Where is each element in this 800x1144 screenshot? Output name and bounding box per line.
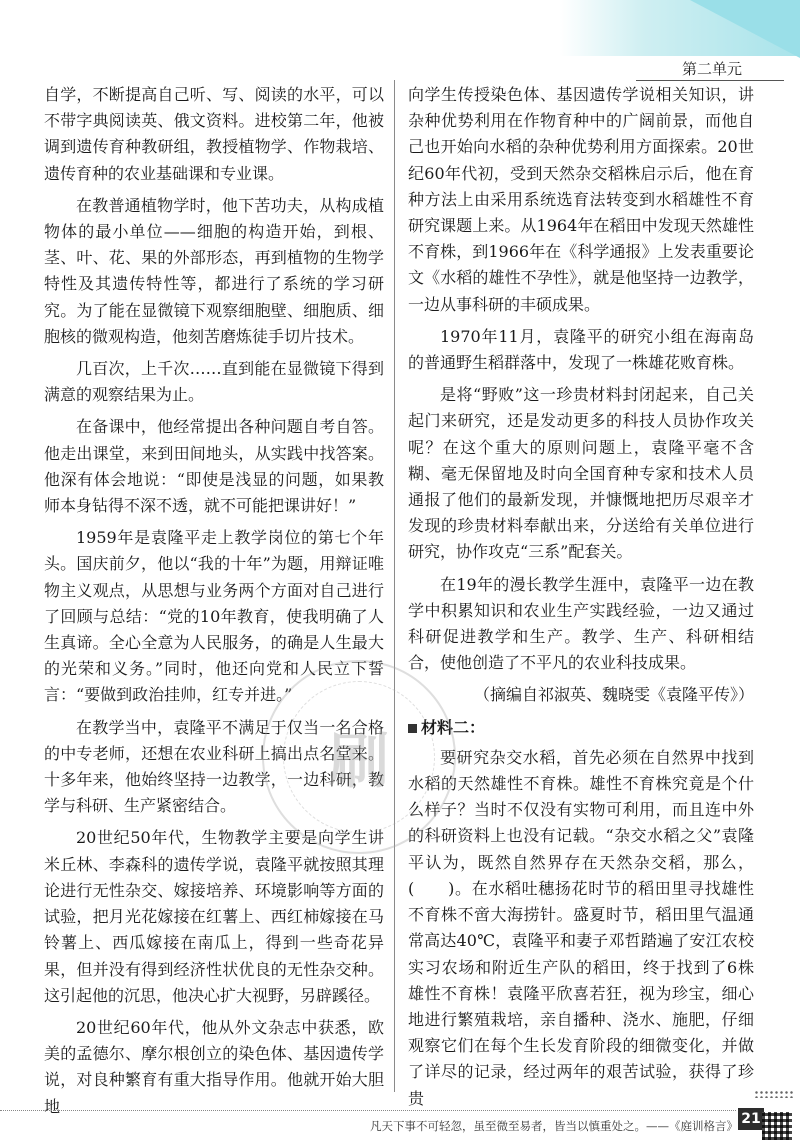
paragraph: 向学生传授染色体、基因遗传学说相关知识，讲杂种优势利用在作物育种中的广阔前景，而他自己也开始向水稻的杂种优势利用方面探索。20世纪60年代初，受到天然杂交稻株启示后，他在育种方法上由采用系统选育法转变到水稻雄性不育研究课题上来。从1964年在稻田中发现天然雄性不育株，到1966年在《科学通报》上发表重要论文《水稻的雄性不孕性》，就是他坚持一边教学，一边从事科研的丰硕成果。: [408, 85, 754, 314]
citation: （摘编自祁淑英、魏晓雯《袁隆平传》）: [473, 685, 754, 705]
watermark-stamp: [262, 660, 456, 854]
paragraph: 1959年是袁隆平走上教学岗位的第七个年头。国庆前夕，他以“我的十年”为题，用辩证唯物主义观点，从思想与业务两个方面对自己进行了回顾与总结：“党的10年教育，使我明确了人生真谛。全心全意为人民服务，的确是人生最大的光荣和义务。”同时，他还向党和人民立下誓言：“要做到政治挂帅，红专并进。”: [44, 528, 384, 705]
footer-quote: 凡天下事不可轻忽，虽至微至易者，皆当以慎重处之。——《庭训格言》: [370, 1119, 738, 1133]
paragraph: 是将“野败”这一珍贵材料封闭起来，自己关起门来研究，还是发动更多的科技人员协作攻关呢？在这个重大的原则问题上，袁隆平毫不含糊、毫无保留地及时向全国育种专家和技术人员通报了他们的最新发现，并慷慨地把历尽艰辛才发现的珍贵材料奉献出来，分送给有关单位进行研究，协作攻克“三系”配套关。: [408, 385, 754, 562]
paragraph: 在教普通植物学时，他下苦功夫，从构成植物体的最小单位——细胞的构造开始，到根、茎、叶、花、果的外部形态，再到植物的生物学特性及其遗传特性等，都进行了系统的学习研究。为了能在显微镜下观察细胞壁、细胞质、细胞核的微观构造，他刻苦磨炼徒手切片技术。: [44, 195, 384, 346]
column-divider: [394, 80, 395, 1092]
paragraph: 在备课中，他经常提出各种问题自考自答。他走出课堂，来到田间地头，从实践中找答案。他深有体会地说：“即使是浅显的问题，如果教师本身钻得不深不透，就不可能把课讲好！”: [44, 417, 384, 516]
paragraph: 在19年的漫长教学生涯中，袁隆平一边在教学中积累知识和农业生产实践经验，一边又通过科研促进教学和生产。教学、生产、科研相结合，使他创造了不平凡的农业科技成果。: [408, 574, 754, 673]
watermark-icon: 刷: [283, 681, 435, 833]
paragraph: 几百次，上千次……直到能在显微镜下得到满意的观察结果为止。: [44, 359, 384, 405]
footer-rule: [0, 1110, 736, 1111]
right-column: [408, 82, 754, 1118]
paragraph: 1970年11月，袁隆平的研究小组在海南岛的普通野生稻群落中，发现了一株雄花败育株。: [408, 326, 754, 373]
header-rule: [636, 80, 784, 81]
paragraph: 在教学当中，袁隆平不满足于仅当一名合格的中专老师，还想在农业科研上搞出点名堂来。十多年来，他始终坚持一边教学，一边科研，教学与科研、生产紧密结合。: [44, 717, 384, 816]
material-label: 材料二：: [421, 717, 486, 737]
material-heading: [408, 715, 754, 741]
page-number: 21: [738, 1108, 764, 1130]
qr-code-icon: [762, 1112, 792, 1140]
dotted-decoration: [754, 1090, 794, 1098]
paragraph: 20世纪60年代，他从外文杂志中获悉，欧美的孟德尔、摩尔根创立的染色体、基因遗传学说，对良种繁育有重大指导作用。他就开始大胆地: [44, 1017, 384, 1116]
unit-label: 第二单元: [681, 60, 742, 78]
paragraph: 要研究杂交水稻，首先必须在自然界中找到水稻的天然雄性不育株。雄性不育株究竟是个什么样子？当时不仅没有实物可利用，而且连中外的科研资料上也没有记载。“杂交水稻之父”袁隆平认为，既然自然界存在天然杂交稻，那么，( )。在水稻吐穗扬花时节的稻田里寻找雄性不育株不啻大海捞针。盛夏时节，稻田里气温通常高达40℃，袁隆平和妻子邓哲踏遍了安江农校实习农场和附近生产队的稻田，终于找到了6株雄性不育株！袁隆平欣喜若狂，视为珍宝，细心地进行繁殖栽培，亲自播种、浇水、施肥，仔细观察它们在每个生长发育阶段的细微变化，并做了详尽的记录，经过两年的艰苦试验，获得了珍贵: [408, 747, 754, 1108]
corner-triangle: [690, 0, 800, 58]
paragraph: 自学，不断提高自己听、写、阅读的水平，可以不带字典阅读英、俄文资料。进校第二年，他被调到遗传育种教研组，教授植物学、作物栽培、遗传育种的农业基础课和专业课。: [44, 85, 384, 183]
paragraph: 20世纪50年代，生物教学主要是向学生讲米丘林、李森科的遗传学说，袁隆平就按照其理论进行无性杂交、嫁接培养、环境影响等方面的试验，把月光花嫁接在红薯上、西红柿嫁接在马铃薯上、西瓜嫁接在南瓜上，得到一些奇花异果，但并没有得到经济性状优良的无性杂交种。这引起他的沉思，他决心扩大视野，另辟蹊径。: [44, 828, 384, 1005]
left-column: [44, 82, 384, 1126]
